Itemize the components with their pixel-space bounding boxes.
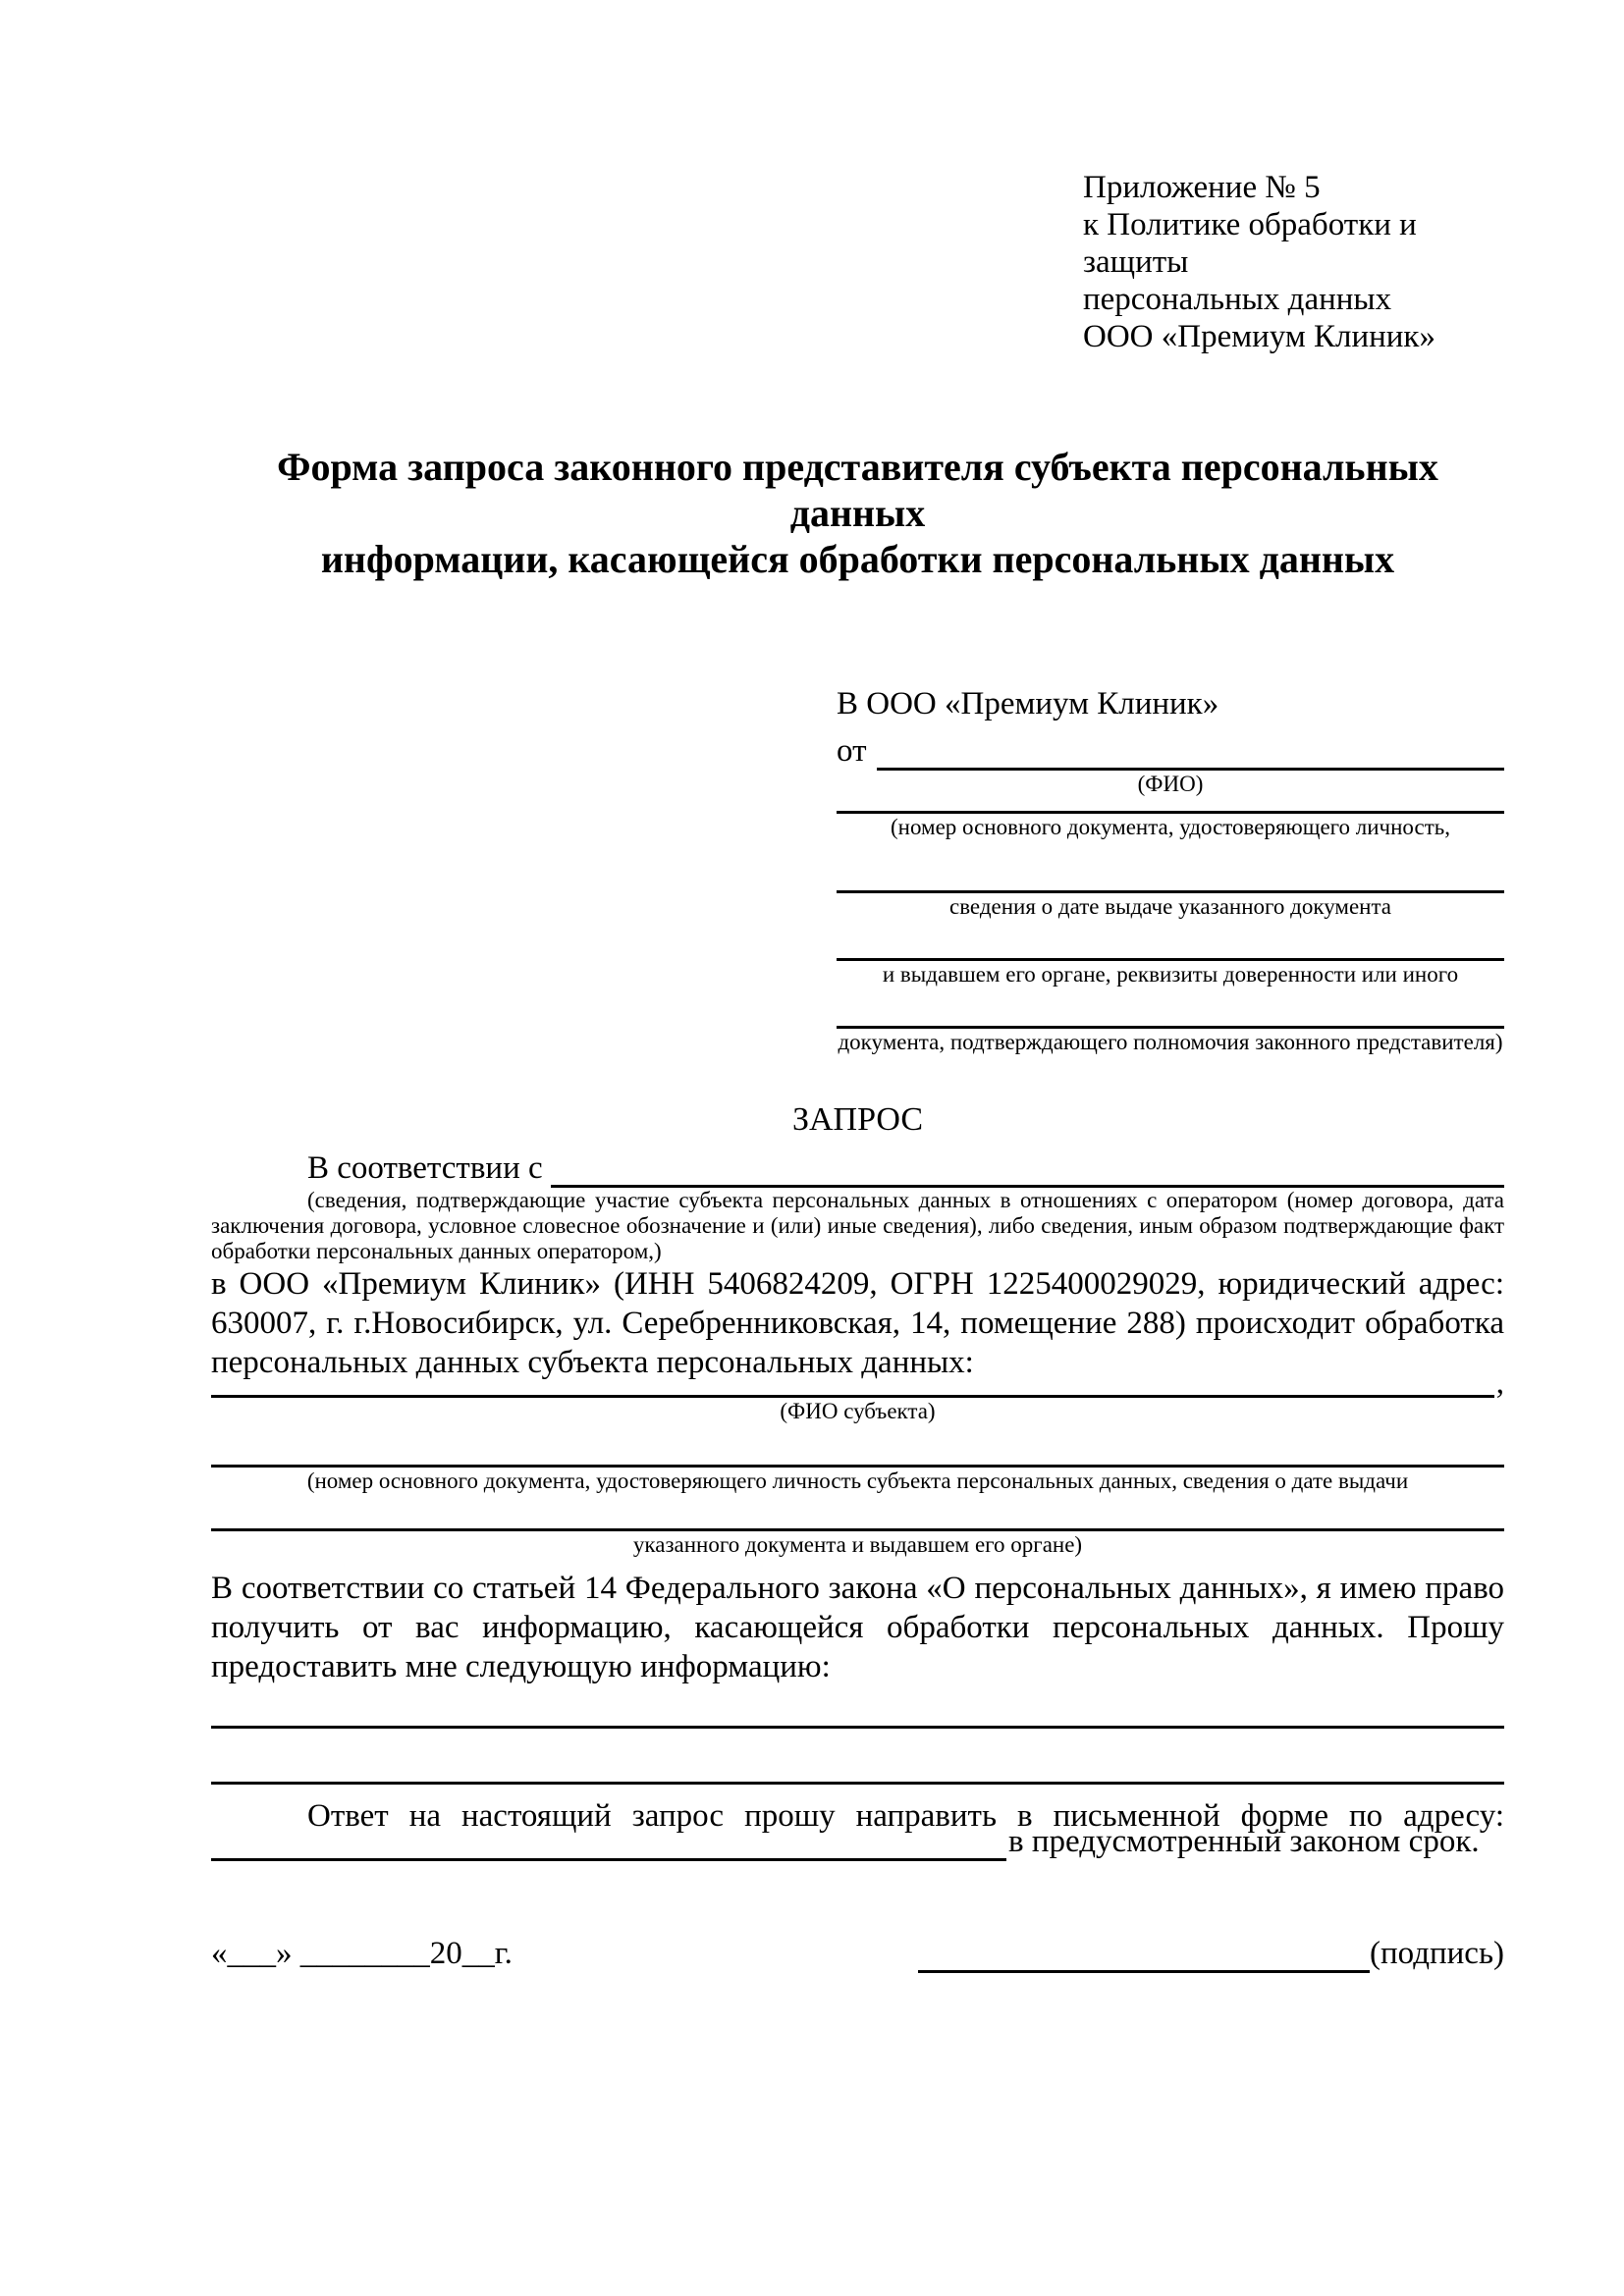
blank-line [837, 988, 1504, 1029]
title-line-1: Форма запроса законного представителя субъекта персональных данных [277, 445, 1438, 535]
appendix-block [1083, 169, 1504, 355]
answer-paragraph-line-1: Ответ на настоящий запрос прошу направить в письменной форме по адресу: [307, 1798, 1504, 1834]
representative-doc-blank-2 [837, 841, 1504, 921]
accordance-caption: (сведения, подтверждающие участие субъекта персональных данных в отношениях с оператором (номер договора, дата заключения договора, условное словесное обозначение и (или) иные сведения), либо сведения, иным образом подтверждающие факт обработки персональных данных оператором,) [211, 1188, 1504, 1263]
blank-line [837, 841, 1504, 893]
blank-line [837, 798, 1504, 814]
law-paragraph: В соответствии со статьей 14 Федерального закона «О персональных данных», я имею право получить от вас информацию, касающейся обработки персональных данных. Прошу предоставить мне следующую информацию: [211, 1571, 1504, 1684]
signature-caption: (подпись) [1370, 1936, 1504, 1971]
subject-doc-blank-line-1 [211, 1425, 1504, 1468]
blank-caption-2: сведения о дате выдаче указанного документа [948, 894, 1392, 919]
blank-caption-4: документа, подтверждающего полномочия законного представителя) [838, 1030, 1503, 1054]
representative-doc-blank-1 [837, 798, 1504, 841]
subject-fio-blank-row [211, 1365, 1504, 1401]
appendix-line-4: ООО «Премиум Клиник» [1083, 319, 1435, 354]
addressee-organization: В ООО «Премиум Клиник» [837, 686, 1219, 721]
date-blank: «___» ________20__г. [211, 1936, 513, 1971]
information-blank-line-1 [211, 1726, 1504, 1729]
subject-fio-caption: (ФИО субъекта) [780, 1399, 936, 1423]
appendix-line-1: Приложение № 5 [1083, 170, 1321, 205]
information-blank-line-2 [211, 1782, 1504, 1785]
from-label: от [837, 733, 867, 769]
subject-doc-caption-2: указанного документа и выдавшем его органе) [632, 1532, 1083, 1557]
accordance-row [211, 1147, 1504, 1188]
operator-paragraph: в ООО «Премиум Клиник» (ИНН 5406824209, ОГРН 1225400029029, юридический адрес: 630007, г. г.Новосибирск, ул. Серебренниковская, 14, помещение 288) происходит обработка персональных данных субъекта персональных данных: [211, 1266, 1504, 1380]
title-line-2: информации, касающейся обработки персональных данных [320, 537, 1395, 581]
comma-after-blank: , [1495, 1365, 1504, 1401]
representative-doc-blank-4 [837, 988, 1504, 1056]
appendix-line-3: персональных данных [1083, 282, 1392, 317]
document-title [211, 444, 1504, 582]
blank-caption-1: (номер основного документа, удостоверяющего личность, [890, 815, 1450, 839]
answer-address-blank-line [211, 1858, 1006, 1861]
accordance-label: В соответствии с [307, 1150, 543, 1186]
answer-address-row [211, 1824, 1504, 1861]
request-heading: ЗАПРОС [791, 1101, 924, 1138]
fio-caption: (ФИО) [1137, 772, 1204, 796]
answer-paragraph-tail: в предусмотренный законом срок. [1008, 1824, 1480, 1859]
appendix-line-2: к Политике обработки и защиты [1083, 207, 1417, 280]
blank-caption-3: и выдавшем его органе, реквизиты доверенности или иного [882, 962, 1459, 987]
representative-doc-blank-3 [837, 921, 1504, 988]
subject-doc-caption-1: (номер основного документа, удостоверяющего личность субъекта персональных данных, сведения о дате выдачи [306, 1468, 1409, 1493]
subject-doc-blank-line-2 [211, 1495, 1504, 1531]
signature-blank-line [918, 1938, 1370, 1973]
signature-block [918, 1934, 1504, 1973]
blank-line [837, 921, 1504, 961]
from-row [837, 723, 1504, 771]
date-signature-row [211, 1934, 1504, 1973]
addressee-block [837, 684, 1504, 1056]
